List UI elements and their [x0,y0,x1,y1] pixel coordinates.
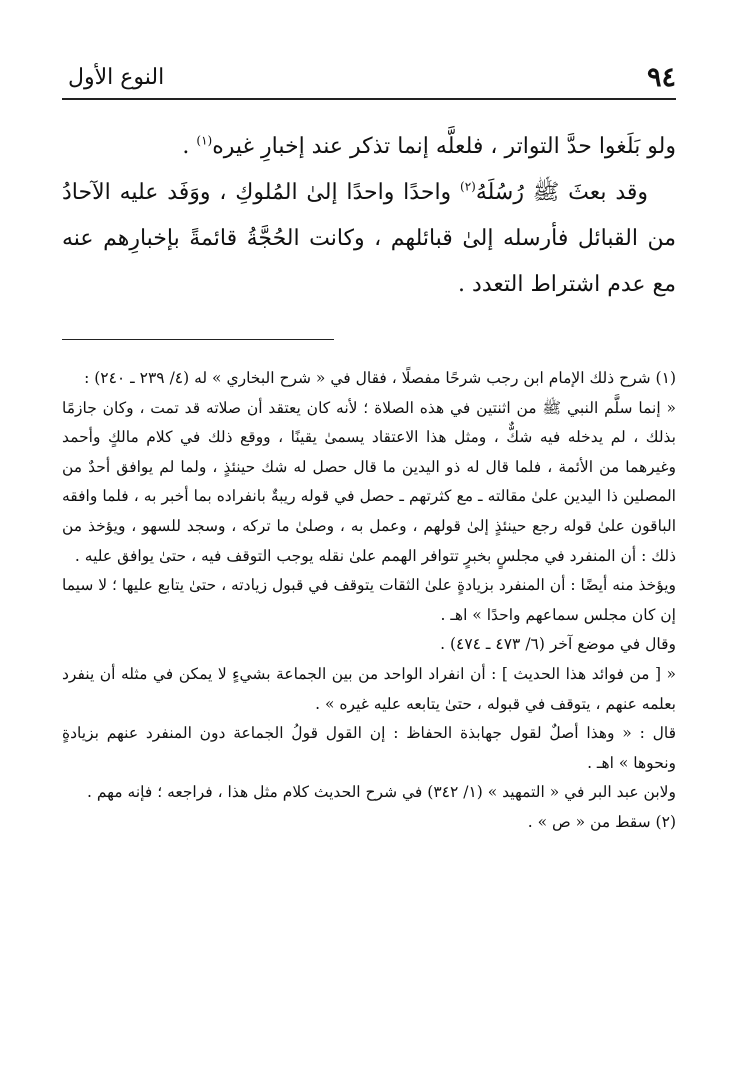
main-text [62,124,676,308]
main-sentence: واحدًا واحدًا إلىٰ المُلوكِ ، ووَفَد عليه الآحادُ من القبائل فأرسله إلىٰ قبائلهم ، وكانت الحُجَّةُ قائمةً بإخبارِهم عنه مع عدم اشتراط التعدد . [62,180,676,297]
main-sentence: ولو بَلَغوا حدَّ التواتر ، فلعلَّه إنما تذكر عند إخبارِ غيره [212,134,676,159]
footnote-ref-1: (١) [196,133,213,148]
footnote-divider [62,339,334,340]
main-paragraph [62,170,676,308]
footnote-1-intro: (١) شرح ذلك الإمام ابن رجب شرحًا مفصلًا ، فقال في « شرح البخاري » له (٤/ ٢٣٩ ـ ٢٤٠) : [84,369,676,387]
chapter-title: النوع الأول [68,65,165,90]
running-header [62,58,676,100]
main-paragraph [62,124,676,170]
sentence-end: . [182,134,197,159]
footnote-closing: ولابن عبد البر في « التمهيد » (١/ ٣٤٢) في شرح الحديث كلام مثل هذا ، فراجعه ؛ فإنه مهم . [86,783,676,802]
footnote-2: (٢) سقط من « ص » . [527,812,676,831]
footnote-quote: « إنما سلَّم النبي ﷺ من اثنتين في هذه الصلاة ؛ لأنه كان يعتقد أن صلاته قد تمت ، وكان جازمًا بذلك ، لم يدخله فيه شكٌّ ، ومثل هذا الاعتقاد يسمىٰ يقينًا ، ووقع ذلك في كلام مالكٍ وأحمد وغيرهما من الأئمة ، فلما قال له ذو اليدين ما قال حصل له شك حينئذٍ ، ولما لم يوافق أحدٌ من المصلين ذا اليدين علىٰ مقالته ـ مع كثرتهم ـ حصل في قوله ريبةٌ بانفراده بما أخبر به ، فلما وافقه الباقون علىٰ قوله رجع حينئذٍ إلىٰ قولهم ، وعمل به ، وصلىٰ ما تركه ، وسجد للسهو ، ويؤخذ من ذلك : أن المنفرد في مجلسٍ بخبرٍ تتوافر الهمم علىٰ نقله يوجب التوقف فيه ، حتىٰ يوافق عليه . [62,398,676,565]
page-number: ٩٤ [646,62,676,93]
footnote-ref-2: (٢) [460,179,476,194]
footnote-quote: قال : « وهذا أصلٌ لقول جهابذة الحفاظ : إن القول قولُ الجماعة دون المنفرد عنهم بزيادةٍ ونحوها » اهـ . [62,724,676,772]
footnote-reference: وقال في موضع آخر (٦/ ٤٧٣ ـ ٤٧٤) . [440,635,676,654]
footnote-quote: ويؤخذ منه أيضًا : أن المنفرد بزيادةٍ علىٰ الثقات يتوقف في قبول زيادته ، حتىٰ يتابع عليها ؛ لا سيما إن كان مجلس سماعهم واحدًا » اهـ . [62,576,676,624]
footnote-quote: « [ من فوائد هذا الحديث ] : أن انفراد الواحد من بين الجماعة بشيءٍ لا يمكن في مثله أن ينفرد بعلمه عنهم ، يتوقف في قبوله ، حتىٰ يتابعه عليه غيره » . [62,664,676,713]
footnotes [62,364,676,838]
main-sentence: وقد بعثَ ﷺ رُسُلَهُ [475,180,649,205]
